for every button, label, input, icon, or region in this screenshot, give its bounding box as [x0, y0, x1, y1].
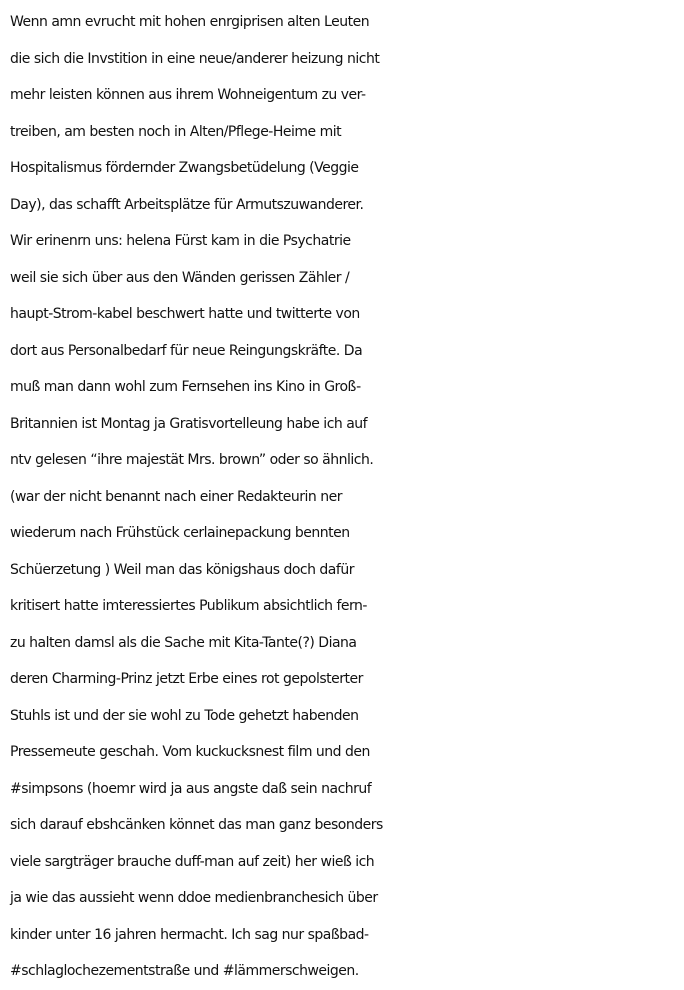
text-line: Wir erinenrn uns: helena Fürst kam in die Psychatrie — [10, 233, 351, 249]
text-line: die sich die Invstition in eine neue/anderer heizung nicht — [10, 50, 380, 67]
text-line: dort aus Personalbedarf für neue Reingungskräfte. Da — [10, 342, 363, 359]
text-line: (war der nicht benannt nach einer Redakteurin ner — [10, 488, 342, 505]
text-line: #simpsons (hoemr wird ja aus angste daß sein nachruf — [10, 780, 372, 797]
text-line: Britannien ist Montag ja Gratisvortelleung habe ich auf — [10, 415, 368, 432]
text-line: sich darauf ebshcänken könnet das man ganz besonders — [10, 817, 383, 833]
text-line: kritisert hatte imteressiertes Publikum absichtlich fern- — [10, 598, 367, 614]
text-line: Stuhls ist und der sie wohl zu Tode gehetzt habenden — [10, 707, 359, 724]
body-text — [10, 4, 682, 990]
text-line: #schlaglochezementstraße und #lämmerschweigen. — [10, 963, 359, 979]
text-line: haupt-Strom-kabel beschwert hatte und twitterte von — [10, 306, 360, 322]
text-line: ntv gelesen “ihre majestät Mrs. brown” oder so ähnlich. — [10, 452, 374, 468]
text-line: weil sie sich über aus den Wänden gerissen Zähler / — [10, 269, 350, 286]
text-line: Wenn amn evrucht mit hohen enrgiprisen alten Leuten — [10, 14, 370, 30]
text-line: muß man dann wohl zum Fernsehen ins Kino in Groß- — [10, 379, 361, 395]
text-line: deren Charming-Prinz jetzt Erbe eines rot gepolsterter — [10, 671, 363, 687]
text-line: Day), das schafft Arbeitsplätze für Armutszuwanderer. — [10, 196, 364, 213]
text-line: viele sargträger brauche duff-man auf zeit) her wieß ich — [10, 853, 375, 870]
text-line: wiederum nach Frühstück cerlainepackung bennten — [10, 525, 350, 541]
text-line: ja wie das aussieht wenn ddoe medienbranchesich über — [10, 890, 378, 906]
text-line: Hospitalismus fördernder Zwangsbetüdelung (Veggie — [10, 160, 359, 176]
text-line: Pressemeute geschah. Vom kuckucksnest film und den — [10, 744, 370, 760]
text-line: kinder unter 16 jahren hermacht. Ich sag nur spaßbad- — [10, 926, 369, 943]
text-line: treiben, am besten noch in Alten/Pflege-Heime mit — [10, 123, 342, 140]
text-line: zu halten damsl als die Sache mit Kita-Tante(?) Diana — [10, 634, 357, 651]
text-line: Schüerzetung ) Weil man das königshaus doch dafür — [10, 561, 354, 578]
text-line: mehr leisten können aus ihrem Wohneigentum zu ver- — [10, 87, 366, 103]
